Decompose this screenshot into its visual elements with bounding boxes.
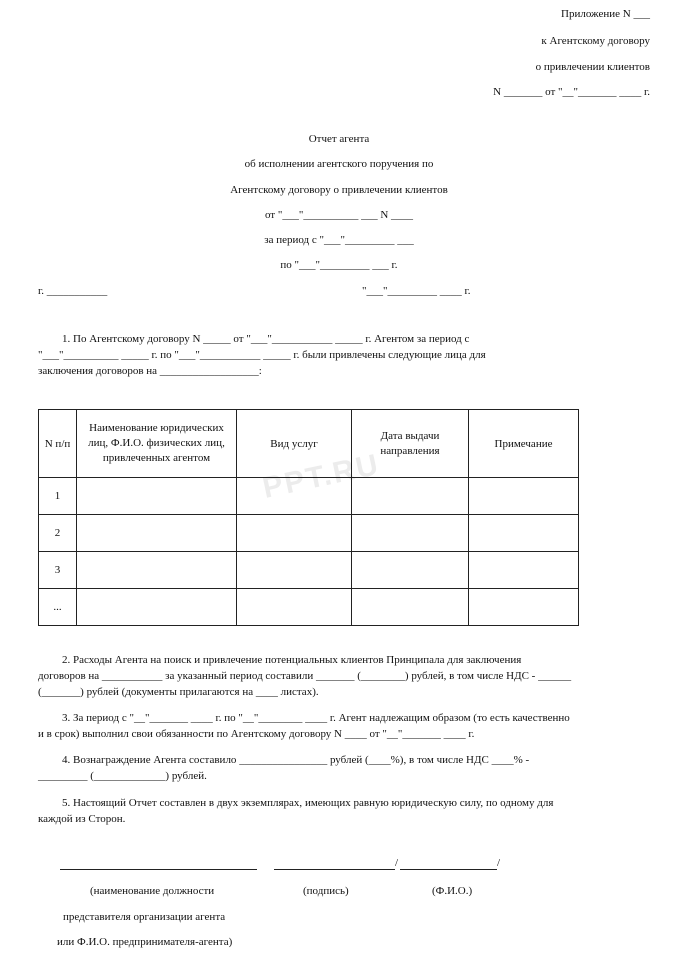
- word: 5.: [62, 797, 71, 809]
- word: в: [408, 754, 415, 766]
- word: (____%),: [364, 754, 407, 766]
- word: _____: [263, 349, 291, 361]
- word: г.: [293, 349, 300, 361]
- word: потенциальных: [265, 654, 338, 666]
- place-field: г. ___________: [38, 285, 108, 297]
- word: _____: [203, 333, 231, 345]
- paragraph-2-line-3: (_______) рублей (документы прилагаются на ____ листах).: [38, 686, 319, 698]
- report-period-from: за период с "___"_________ ___: [264, 234, 414, 246]
- paragraph-1: [38, 331, 648, 379]
- entrepreneur-agent-label: или Ф.И.О. предпринимателя-агента): [57, 936, 233, 948]
- word: заключения: [38, 365, 94, 377]
- appendix-subject: о привлечении клиентов: [535, 61, 650, 73]
- word: "___"___________: [174, 349, 261, 361]
- word: составлен: [159, 797, 207, 809]
- report-period-to: по "___"_________ ___ г.: [280, 259, 398, 271]
- paragraph-2: [38, 652, 648, 700]
- word: на: [150, 654, 162, 666]
- word: на: [146, 365, 158, 377]
- table-cell[interactable]: [469, 478, 579, 515]
- word: равную: [353, 797, 389, 809]
- appendix-contract: к Агентскому договору: [541, 35, 650, 47]
- table-cell[interactable]: [352, 515, 469, 552]
- word: числе: [436, 754, 464, 766]
- word: _____: [335, 333, 363, 345]
- clients-table: [38, 409, 579, 626]
- word: 4.: [62, 754, 71, 766]
- table-cell[interactable]: [469, 515, 579, 552]
- table-cell[interactable]: [352, 589, 469, 626]
- watermark: PPT.RU: [259, 448, 383, 505]
- header-service-type: Вид услуг: [237, 410, 352, 478]
- word: привлечение: [202, 654, 263, 666]
- name-label: (Ф.И.О.): [432, 885, 473, 897]
- signature-slash-1: /: [395, 857, 399, 869]
- paragraph-5: [38, 795, 648, 827]
- word: Агента: [153, 754, 187, 766]
- word: договоров: [95, 365, 144, 377]
- word: Вознаграждение: [73, 754, 151, 766]
- word: 1.: [62, 333, 71, 345]
- row-number: 1: [39, 478, 77, 515]
- word: привлечены: [329, 349, 386, 361]
- table-cell[interactable]: [77, 515, 237, 552]
- word: от: [233, 333, 244, 345]
- word: НДС: [466, 754, 489, 766]
- word: имеющих: [304, 797, 351, 809]
- row-number: ...: [39, 589, 77, 626]
- paragraph-5-line-1: [38, 795, 648, 811]
- word: договору: [147, 333, 190, 345]
- header-number: N п/п: [39, 410, 77, 478]
- table-cell[interactable]: [77, 552, 237, 589]
- table-cell[interactable]: [237, 515, 352, 552]
- word: ____%: [491, 754, 523, 766]
- position-signature-line[interactable]: [60, 869, 257, 870]
- paragraph-3-line-2: и в срок) выполнил свои обязанности по Агентскому договору N ____ от "__"_______ ____ г.: [38, 728, 475, 740]
- word: силу,: [459, 797, 484, 809]
- date-field: "___"_________ ____ г.: [362, 285, 471, 297]
- word: для: [537, 797, 554, 809]
- word: по: [485, 797, 498, 809]
- table-cell[interactable]: [352, 552, 469, 589]
- word: "___"___________: [246, 333, 333, 345]
- word: клиентов: [340, 654, 384, 666]
- word: Агента: [114, 654, 148, 666]
- word: том: [416, 754, 434, 766]
- paragraph-5-line-2: каждой из Сторон.: [38, 813, 126, 825]
- name-signature-line[interactable]: [400, 869, 497, 870]
- signature-line[interactable]: [274, 869, 395, 870]
- paragraph-4: [38, 752, 648, 784]
- table-cell[interactable]: [237, 589, 352, 626]
- word: -: [525, 754, 530, 766]
- word: лица: [444, 349, 467, 361]
- signature-label: (подпись): [303, 885, 349, 897]
- word: поиск: [163, 654, 192, 666]
- table-cell[interactable]: [469, 552, 579, 589]
- agent-representative-label: представителя организации агента: [63, 911, 226, 923]
- report-date-number: от "___"__________ ___ N ____: [264, 209, 414, 221]
- paragraph-4-line-2: _________ (_____________) рублей.: [38, 770, 207, 782]
- row-number: 3: [39, 552, 77, 589]
- paragraph-2-line-2: договоров на ___________ за указанный период составили _______ (________) рублей, в том числе НДС - ______: [38, 670, 572, 682]
- header-issue-date: Дата выдачи направления: [352, 410, 469, 478]
- word: Расходы: [73, 654, 112, 666]
- table-row: [39, 515, 579, 552]
- report-subtitle-2: Агентскому договору о привлечении клиентов: [230, 184, 448, 196]
- word: период: [428, 333, 462, 345]
- word: "___"__________: [38, 349, 119, 361]
- paragraph-1-line-1: [38, 331, 648, 347]
- word: Агентскому: [89, 333, 145, 345]
- table-cell[interactable]: [469, 589, 579, 626]
- table-cell[interactable]: [237, 552, 352, 589]
- word: Отчет: [128, 797, 157, 809]
- word: Настоящий: [73, 797, 126, 809]
- word: следующие: [388, 349, 442, 361]
- word: с: [464, 333, 470, 345]
- header-note: Примечание: [469, 410, 579, 478]
- word: и: [194, 654, 201, 666]
- word: N: [192, 333, 201, 345]
- report-title: Отчет агента: [308, 133, 370, 145]
- paragraph-1-line-3: [38, 363, 322, 379]
- report-subtitle-1: об исполнении агентского поручения по: [244, 158, 434, 170]
- word: составило: [189, 754, 237, 766]
- word: по: [160, 349, 172, 361]
- paragraph-3-line-1: 3. За период с "__"_______ ____ г. по "__"________ ____ г. Агент надлежащим образом (то есть качественно: [62, 712, 570, 724]
- signature-slash-2: /: [497, 857, 501, 869]
- word: По: [73, 333, 87, 345]
- word: _____: [121, 349, 149, 361]
- paragraph-2-line-1: [38, 652, 648, 668]
- table-cell[interactable]: [77, 478, 237, 515]
- table-row: [39, 589, 579, 626]
- word: Агентом: [374, 333, 415, 345]
- appendix-number: Приложение N ___: [561, 8, 650, 20]
- word: г.: [365, 333, 372, 345]
- table-cell[interactable]: [77, 589, 237, 626]
- paragraph-4-line-1: [38, 752, 648, 768]
- word: экземплярах,: [241, 797, 303, 809]
- word: заключения: [466, 654, 522, 666]
- word: двух: [216, 797, 239, 809]
- row-number: 2: [39, 515, 77, 552]
- word: для: [447, 654, 464, 666]
- appendix-contract-number: N _______ от "__"_______ ____ г.: [493, 86, 650, 98]
- word: рублей: [329, 754, 363, 766]
- word: для: [469, 349, 486, 361]
- position-label: (наименование должности: [90, 885, 215, 897]
- paragraph-3: [38, 710, 648, 742]
- word: юридическую: [391, 797, 458, 809]
- word: 2.: [62, 654, 71, 666]
- word: ________________: [239, 754, 328, 766]
- word: в: [208, 797, 215, 809]
- paragraph-1-line-2: [38, 347, 648, 363]
- header-client-name: Наименование юридических лиц, Ф.И.О. физических лиц, привлеченных агентом: [77, 410, 237, 478]
- word: были: [302, 349, 327, 361]
- word: Принципала: [386, 654, 445, 666]
- word: за: [416, 333, 427, 345]
- word: __________________:: [159, 365, 262, 377]
- word: одному: [500, 797, 535, 809]
- word: г.: [151, 349, 158, 361]
- table-row: [39, 552, 579, 589]
